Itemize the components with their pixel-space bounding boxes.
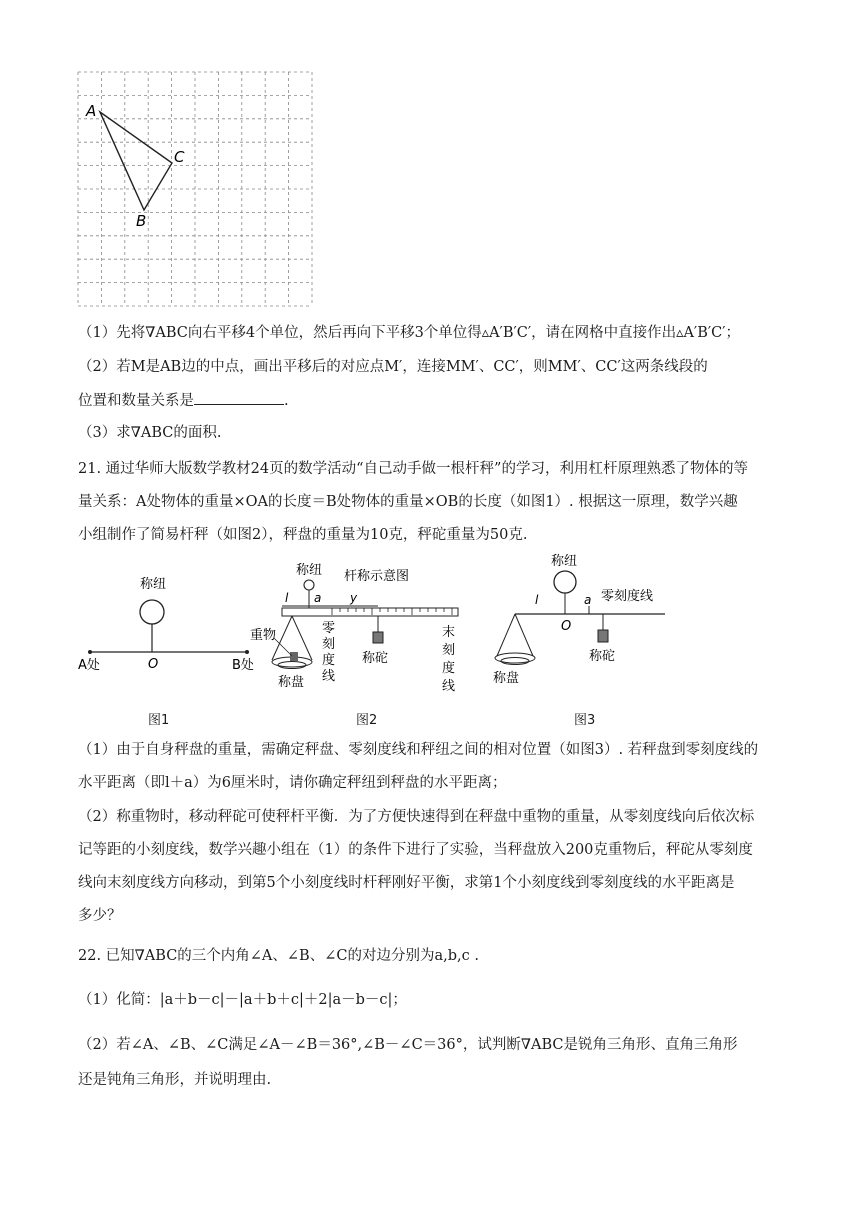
- fig3-counterweight-label: 称砣: [589, 649, 616, 664]
- q21-part1-line2: 水平距离（即l＋a）为6厘米时，请你确定秤纽到秤盘的水平距离；: [78, 775, 507, 791]
- answer-blank[interactable]: [194, 390, 284, 405]
- fig1-caption: 图1: [148, 713, 170, 728]
- fig2-title: 杆称示意图: [344, 569, 410, 584]
- q21-part2-line4: 多少？: [78, 908, 122, 924]
- fig2-zero-char: 零: [322, 621, 336, 636]
- figure-2: [242, 558, 472, 698]
- q22-part2-line1: （2）若∠A、∠B、∠C满足∠A－∠B＝36°,∠B－∠C＝36°，试判断∇ABC是锐角三角形、直角三角形: [78, 1037, 738, 1053]
- fig2-counterweight: [373, 632, 383, 643]
- q20-part1: （1）先将∇ABC向右平移4个单位，然后再向下平移3个单位得▵A′B′C′，请在网格中直接作出▵A′B′C′；: [78, 325, 741, 341]
- fig2-knob: [304, 580, 314, 590]
- q22-part1: （1）化简：|a＋b－c|－|a＋b＋c|＋2|a－b－c|；: [78, 992, 407, 1008]
- fig1-o-label: O: [148, 657, 159, 672]
- fig2-pan-label: 称盘: [278, 675, 305, 690]
- fig3-counterweight: [598, 630, 608, 642]
- fig2-l-label: l: [285, 591, 289, 605]
- q21-part2-line3: 线向末刻度线方向移动，到第5个小刻度线时杆秤刚好平衡，求第1个小刻度线到零刻度线的水平距离是: [78, 875, 735, 891]
- fig2-y-label: y: [350, 591, 358, 605]
- figure-3: [485, 546, 675, 686]
- fig1-knob-label: 称纽: [140, 577, 167, 592]
- fig2-knob-label: 称纽: [296, 563, 323, 578]
- q21-part2-line1: （2）称重物时，移动秤砣可使秤杆平衡．为了方便快速得到在秤盘中重物的重量，从零刻度线向后依次标: [78, 809, 755, 825]
- fig3-zero-line-label: 零刻度线: [601, 589, 654, 604]
- q20-part2-line2: [78, 390, 289, 411]
- grid-figure: [70, 66, 320, 311]
- q22-line1: 22. 已知∇ABC的三个内角∠A、∠B、∠C的对边分别为a,b,c .: [78, 948, 479, 964]
- fig2-counterweight-label: 称砣: [362, 651, 389, 666]
- triangle-abc: [100, 112, 172, 210]
- q22-part2-line2: 还是钝角三角形，并说明理由.: [78, 1072, 272, 1088]
- q20-part2-end: .: [284, 393, 289, 409]
- q21-part2-line2: 记等距的小刻度线，数学兴趣小组在（1）的条件下进行了实验，当秤盘放入200克重物后，秤砣从零刻度: [78, 842, 753, 858]
- fig1-b-label: B处: [232, 658, 254, 673]
- fig3-a-label: a: [584, 593, 592, 607]
- fig2-caption: 图2: [356, 713, 378, 728]
- q21-line2: 量关系：A处物体的重量×OA的长度＝B处物体的重量×OB的长度（如图1）. 根据这一原理，数学兴趣: [78, 494, 738, 510]
- label-c: C: [174, 148, 185, 166]
- label-a: A: [86, 102, 97, 120]
- fig3-o-label: O: [561, 619, 572, 634]
- q20-part3: （3）求∇ABC的面积.: [78, 425, 222, 441]
- fig2-end-line-label: 末刻度线: [442, 625, 456, 694]
- fig1-a-label: A处: [78, 658, 100, 673]
- q20-part2-text: 位置和数量关系是: [78, 393, 194, 409]
- fig2-zero-line-label: 零刻度线: [322, 621, 336, 684]
- fig3-pan-label: 称盘: [493, 671, 520, 686]
- q21-part1-line1: （1）由于自身秤盘的重量，需确定秤盘、零刻度线和秤纽之间的相对位置（如图3）. 若秤盘到零刻度线的: [78, 742, 759, 758]
- fig2-beam: [282, 608, 458, 616]
- q21-line3: 小组制作了简易杆秤（如图2），秤盘的重量为10克，秤砣重量为50克.: [78, 527, 528, 543]
- fig3-knob-label: 称纽: [551, 554, 578, 569]
- fig3-l-label: l: [535, 593, 539, 607]
- fig1-knob: [140, 600, 164, 624]
- q21-line1: 21. 通过华师大版数学教材24页的数学活动“自己动手做一根杆秤”的学习，利用杠杆原理熟悉了物体的等: [78, 461, 748, 477]
- fig2-weight-block: [290, 652, 298, 661]
- fig3-knob: [554, 571, 576, 593]
- q20-part2-line1: （2）若M是AB边的中点，画出平移后的对应点M′，连接MM′、CC′，则MM′、CC′这两条线段的: [78, 359, 708, 375]
- fig2-a-label: a: [314, 591, 322, 605]
- label-b: B: [136, 212, 147, 230]
- fig3-caption: 图3: [574, 713, 596, 728]
- fig2-weight-label: 重物: [250, 628, 277, 643]
